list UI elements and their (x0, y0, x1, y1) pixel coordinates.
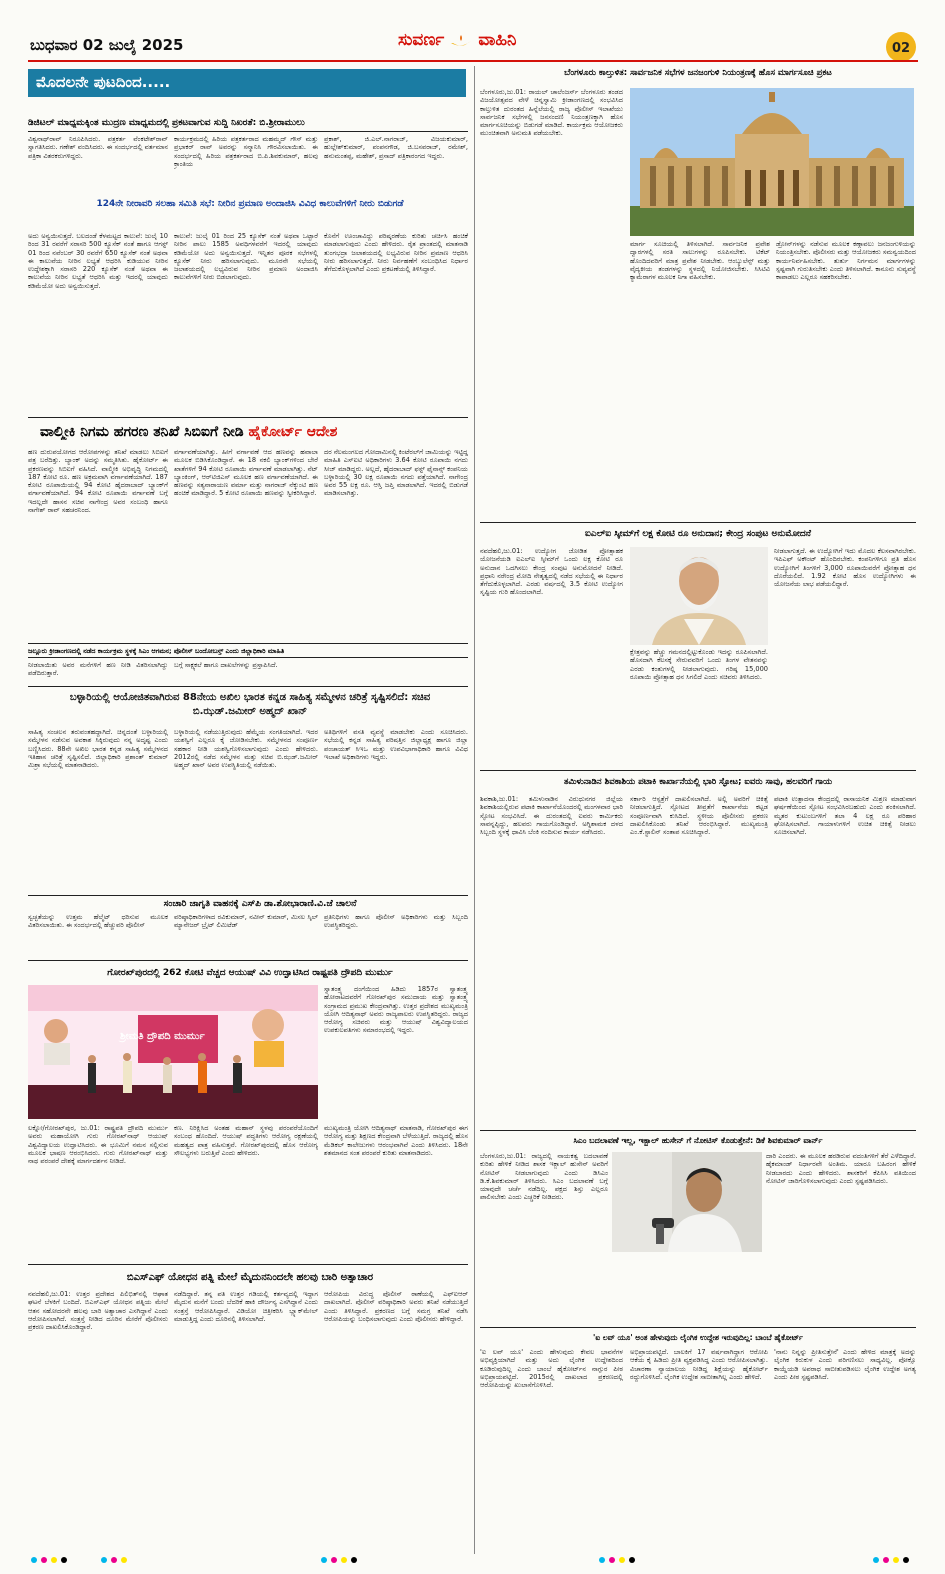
headline-a2-main: ವಾಲ್ಮೀಕಿ ನಿಗಮ ಹಗರಣ ತನಿಖೆ ಸಿಬಿಐಗೆ ನೀಡಿ (40, 424, 244, 440)
divider (480, 770, 916, 771)
article-r5-col-3: 'ನಾನು ನಿನ್ನನ್ನು ಪ್ರೀತಿಸುತ್ತೇನೆ' ಎಂದು ಹೇಳಿದ ಮಾತ್ರಕ್ಕೆ ಅದನ್ನು ಲೈಂಗಿಕ ಕಿರುಕುಳ ಎಂದು ಪರಿಗಣಿಸಲು ಸಾಧ್ಯವಿಲ್ಲ. ಪೋಕ್ಸೊ ಕಾಯ್ದೆಯಡಿ ಅಪರಾಧ ಸಾಬೀತುಪಡಿಸಲು ಲೈಂಗಿಕ ಉದ್ದೇಶ ಅಗತ್ಯ ಎಂದು ಪೀಠ ಸ್ಪಷ್ಟಪಡಿಸಿದೆ. (774, 1348, 916, 1381)
photo-ayush-university-inauguration (28, 985, 318, 1119)
article-a5-col-1: ಲಕ್ನೋ/ಗೋರಖ್‌ಪುರ, ಜು.01: ರಾಷ್ಟ್ರಪತಿ ದ್ರೌಪದಿ ಮುರ್ಮು ಅವರು ಮಹಾಯೋಗಿ ಗುರು ಗೋರಖ್‌ನಾಥ್ ಆಯುಷ್ ವಿಶ್ವವಿದ್ಯಾಲಯ ಉದ್ಘಾಟಿಸಿದರು. ಈ ಭೂಮಿಗೆ ನಮನ ಸಲ್ಲಿಸುವ ಮೂಲಕ ಭಾಷಣ ಆರಂಭಿಸಿದರು. ಗುರು ಗೋರಖ್‌ನಾಥ್ ಮತ್ತು ನಾಥ ಪರಂಪರೆ ದೇಶಕ್ಕೆ ಮಾರ್ಗದರ್ಶನ ನೀಡಿದೆ. (28, 1124, 168, 1166)
headline-a1b: 124ನೇ ನೀರಾವರಿ ಸಲಹಾ ಸಮಿತಿ ಸಭೆ: ನೀರಿನ ಪ್ರಮಾಣ ಅಂದಾಜಿಸಿ ವಿವಿಧ ಕಾಲುವೆಗಳಿಗೆ ನೀರು ಬಿಡುಗಡೆ (96, 199, 404, 209)
article-a1b-col-2: ಕಾಲುವೆ: ಜುಲೈ 01 ರಿಂದ 25 ಕ್ಯೂಸೆಕ್ ನಂತೆ ಅಥವಾ ಒಟ್ಟಾರೆ ನೀರಿನ ಪಾಲು 1585 ಅವಧಿಗಳವರೆಗೆ ಇದರಲ್ಲಿ ಯಾವುದು ಕಡಿಮೆಯೋ ಅದು ಅನ್ವಯಿಸುತ್ತದೆ. ಇನ್ನಿತರ ಪೂರಕ ಸಭೆಗಳಲ್ಲಿ ಕ್ಯೂಸೆಕ್ ನೀರು ಹರಿಸಲಾಗುವುದು. ಮೂರನೇ ಸಭೆಯಲ್ಲಿ ಜಲಾಶಯದಲ್ಲಿ ಲಭ್ಯವಿರುವ ನೀರಿನ ಪ್ರಮಾಣ ಅಂದಾಜಿಸಿ ಕಾಲುವೆಗಳಿಗೆ ನೀರು ಬಿಡಲಾಗುವುದು. (174, 232, 318, 282)
vidhana-soudha-illustration (630, 88, 914, 236)
photo-vidhana-soudha (630, 88, 914, 236)
brand-logo (398, 30, 558, 56)
article-r4-col-1: ಬೆಂಗಳೂರು,ಜು.01: ರಾಜ್ಯದಲ್ಲಿ ನಾಯಕತ್ವ ಬದಲಾವಣೆ ಕುರಿತು ಹೇಳಿಕೆ ನೀಡಿದ ಶಾಸಕ ಇಕ್ಬಾಲ್ ಹುಸೇನ್ ಅವರಿಗೆ ನೋಟಿಸ್ ನೀಡಲಾಗುವುದು ಎಂದು ಡಿಸಿಎಂ ಡಿ.ಕೆ.ಶಿವಕುಮಾರ್ ತಿಳಿಸಿದರು. ಸಿಎಂ ಬದಲಾವಣೆ ಬಗ್ಗೆ ಯಾವುದೇ ಚರ್ಚೆ ನಡೆದಿಲ್ಲ. ಪಕ್ಷದ ಶಿಸ್ತು ಎಲ್ಲರೂ ಪಾಲಿಸಬೇಕು ಎಂದು ಎಚ್ಚರಿಕೆ ನೀಡಿದರು. (480, 1152, 608, 1202)
headline-a4: ಸಂಚಾರಿ ಜಾಗೃತಿ ವಾಹನಕ್ಕೆ ಎಸ್‌ಪಿ ಡಾ.ಶೋಭಾರಾಣಿ.ವಿ.ಜೆ ಚಾಲನೆ (163, 899, 357, 909)
headline-r1: ಬೆಂಗಳೂರು ಕಾಲ್ತುಳಿತ: ಸಾರ್ವಜನಿಕ ಸಭೆಗಳ ಜನಜಂಗುಳಿ ನಿಯಂತ್ರಣಕ್ಕೆ ಹೊಸ ಮಾರ್ಗಸೂಚಿ ಪ್ರಕಟ (564, 68, 832, 78)
headline-r3: ತಮಿಳುನಾಡಿನ ಶಿವಕಾಶಿಯ ಪಟಾಕಿ ಕಾರ್ಖಾನೆಯಲ್ಲಿ ಭಾರಿ ಸ್ಫೋಟ; ಐವರು ಸಾವು, ಹಲವರಿಗೆ ಗಾಯ (563, 777, 833, 787)
article-a3-col-2: ಬಳ್ಳಾರಿಯಲ್ಲಿ ನಡೆಯುತ್ತಿರುವುದು ಹೆಮ್ಮೆಯ ಸಂಗತಿಯಾಗಿದೆ. ಇದರ ಯಶಸ್ವಿಗೆ ಎಲ್ಲರೂ ಕೈ ಜೋಡಿಸಬೇಕು. ಸಮ್ಮೇಳನದ ಸಂಪೂರ್ಣ ಸಹಕಾರ ನೀಡಿ ಯಶಸ್ವಿಗೊಳಿಸಲಾಗುವುದು ಎಂದು ಹೇಳಿದರು. 2012ರಲ್ಲಿ ನಡೆದ ಸಮ್ಮೇಳನ ಮತ್ತು ಸಚಿವ ಬಿ.ಝಡ್.ಜಮೀರ್ ಅಹ್ಮದ್ ಖಾನ್ ಅವರ ಉಪಸ್ಥಿತಿಯಲ್ಲಿ ನಡೆಯಿತು. (174, 728, 318, 770)
article-r5-col-2: ಅಭಿಪ್ರಾಯಪಟ್ಟಿದೆ. ಬಾಲಕಿಗೆ 17 ವರ್ಷವಾಗಿದ್ದಾಗ ಆರೋಪಿ ಆಕೆಯ ಕೈ ಹಿಡಿದು ಪ್ರೀತಿ ವ್ಯಕ್ತಪಡಿಸಿದ್ದ ಎಂದು ಆರೋಪಿಸಲಾಗಿತ್ತು. ವಿಚಾರಣಾ ನ್ಯಾಯಾಲಯ ನೀಡಿದ್ದ ಶಿಕ್ಷೆಯನ್ನು ಹೈಕೋರ್ಟ್ ರದ್ದುಗೊಳಿಸಿದೆ. ಲೈಂಗಿಕ ಉದ್ದೇಶ ಸಾಬೀತಾಗಿಲ್ಲ ಎಂದು ಹೇಳಿದೆ. (630, 1348, 768, 1381)
divider (480, 1327, 916, 1328)
page-column-divider (474, 66, 475, 1554)
photo-dk-shivakumar (612, 1152, 762, 1252)
article-a1b-col-1: ಅದು ಅನ್ವಯಿಸುತ್ತದೆ. ಬಲದಂಡೆ ಕೆಳಮಟ್ಟದ ಕಾಲುವೆ: ಜುಲೈ 10 ರಿಂದ 31 ರವರೆಗೆ ಸರಾಸರಿ 500 ಕ್ಯೂಸೆಕ್ ನಂತೆ ಹಾಗೂ ಆಗಸ್ಟ್ 01 ರಿಂದ ನವೆಂಬರ್ 30 ರವರೆಗೆ 650 ಕ್ಯೂಸೆಕ್ ನಂತೆ ಅಥವಾ ಈ ಕಾಲುವೆಯ ನೀರಿನ ಲಭ್ಯತೆ ಆಧರಿಸಿ ಕುಡಿಯುವ ನೀರಿನ ಉದ್ದೇಶಕ್ಕಾಗಿ ಸರಾಸರಿ 220 ಕ್ಯೂಸೆಕ್ ನಂತೆ ಅಥವಾ ಈ ಕಾಲುವೆಯ ನೀರಿನ ಲಭ್ಯತೆ ಆಧರಿಸಿ ಮತ್ತು ಇದರಲ್ಲಿ ಯಾವುದು ಕಡಿಮೆಯೋ ಅದು ಅನ್ವಯಿಸುತ್ತದೆ. (28, 232, 168, 290)
issue-date: ಬುಧವಾರ 02 ಜುಲೈ 2025 (30, 36, 184, 54)
section-title: ಮೊದಲನೇ ಪುಟದಿಂದ..... (36, 73, 171, 91)
headline-a3: ಬಳ್ಳಾರಿಯಲ್ಲಿ ಆಯೋಜಿತವಾಗಿರುವ 88ನೇಯ ಅಖಿಲ ಭಾರತ ಕನ್ನಡ ಸಾಹಿತ್ಯ ಸಮ್ಮೇಳನ ಚರಿತ್ರೆ ಸೃಷ್ಟಿಸಲಿದೆ: ಸಚಿವ ಬಿ.ಝಡ್.ಜಮೀರ್ ಅಹ್ಮದ್ ಖಾನ್ (69, 692, 431, 717)
print-registration-marks (0, 1552, 945, 1568)
article-a1-col-2: ಕಾರ್ಯಕ್ರಮದಲ್ಲಿ ಹಿರಿಯ ಪತ್ರಕರ್ತರಾದ ಮಹಮ್ಮದ್ ಗೌಸ್ ಮತ್ತು ಪ್ರಭಾಕರ್ ರಾವ್ ಅವರನ್ನು ಸನ್ಮಾನಿಸಿ ಗೌರವಿಸಲಾಯಿತು. ಈ ಸಂದರ್ಭದಲ್ಲಿ ಹಿರಿಯ ಪತ್ರಕರ್ತರಾದ ಬಿ.ಪಿ.ಶಿವಕುಮಾರ್, ಹಲವು ಕ್ರಾಂತಿಯ (174, 135, 318, 168)
article-a6-col-1: ನವದೆಹಲಿ,ಜು.01: ಉತ್ತರ ಪ್ರದೇಶದ ಪಿಲಿಭಿತ್‌ನಲ್ಲಿ ಆಘಾತ ಘಟನೆ ಬೆಳಕಿಗೆ ಬಂದಿದೆ. ಬಿಎಸ್‌ಎಫ್ ಯೋಧನ ಪತ್ನಿಯ ಮೇಲೆ ಆತನ ಸಹೋದರನೇ ಹಲವು ಬಾರಿ ಅತ್ಯಾಚಾರ ಎಸಗಿದ್ದಾನೆ ಎಂದು ಆರೋಪಿಸಲಾಗಿದೆ. ಸಂತ್ರಸ್ತೆ ನೀಡಿದ ದೂರಿನ ಮೇರೆಗೆ ಪೊಲೀಸರು ಪ್ರಕರಣ ದಾಖಲಿಸಿಕೊಂಡಿದ್ದಾರೆ. (28, 1290, 168, 1332)
article-a6-col-2: ನಡೆದಿದ್ದಾರೆ. ತನ್ನ ಪತಿ ಉತ್ತರ ಗಡಿಯಲ್ಲಿ ಕರ್ತವ್ಯದಲ್ಲಿ ಇದ್ದಾಗ ಮೈದುನ ಮನೆಗೆ ಬಂದು ಬೆದರಿಕೆ ಹಾಕಿ ದೌರ್ಜನ್ಯ ಎಸಗಿದ್ದಾನೆ ಎಂದು ಸಂತ್ರಸ್ತೆ ಆರೋಪಿಸಿದ್ದಾರೆ. ವಿಡಿಯೋ ಚಿತ್ರೀಕರಿಸಿ ಬ್ಲ್ಯಾಕ್‌ಮೇಲ್ ಮಾಡುತ್ತಿದ್ದ ಎಂದು ದೂರಿನಲ್ಲಿ ತಿಳಿಸಲಾಗಿದೆ. (174, 1290, 318, 1323)
headline-a5: ಗೋರಖ್‌ಪುರದಲ್ಲಿ 262 ಕೋಟಿ ವೆಚ್ಚದ ಆಯುಷ್ ವಿವಿ ಉದ್ಘಾಟಿಸಿದ ರಾಷ್ಟ್ರಪತಿ ದ್ರೌಪದಿ ಮುರ್ಮು (107, 968, 393, 978)
headline-a2-highlight: ಹೈಕೋರ್ಟ್ ಆದೇಶ (248, 424, 338, 440)
article-r2-col-3: ನೀಡಲಾಗುತ್ತದೆ. ಈ ಉದ್ಯೋಗಿಗೆ ಇದು ಮೊದಲ ಕೆಲಸವಾಗಿರಬೇಕು. ಇಪಿಎಫ್ ಅಕೌಂಟ್ ಹೊಂದಿರಬೇಕು. ಕಂಪನಿಗಳಿಗೂ ಪ್ರತಿ ಹೊಸ ಉದ್ಯೋಗಿಗೆ ತಿಂಗಳಿಗೆ 3,000 ರೂಪಾಯಿವರೆಗೆ ಪ್ರೋತ್ಸಾಹ ಧನ ದೊರೆಯಲಿದೆ. 1.92 ಕೋಟಿ ಹೊಸ ಉದ್ಯೋಗಿಗಳು ಈ ಯೋಜನೆಯ ಲಾಭ ಪಡೆಯಲಿದ್ದಾರೆ. (774, 547, 916, 589)
article-a3-col-3: ಅತಿಥಿಗಳಿಗೆ ವಸತಿ ವ್ಯವಸ್ಥೆ ಮಾಡಬೇಕು ಎಂದು ಸೂಚಿಸಿದರು. ಸಭೆಯಲ್ಲಿ ಕನ್ನಡ ಸಾಹಿತ್ಯ ಪರಿಷತ್ತಿನ ಜಿಲ್ಲಾಧ್ಯಕ್ಷ ಹಾಗೂ ಜಿಲ್ಲಾ ಪಂಚಾಯತ್ ಸಿಇಒ ಮತ್ತು ಉಪವಿಭಾಗಾಧಿಕಾರಿ ಹಾಗೂ ವಿವಿಧ ಇಲಾಖೆ ಅಧಿಕಾರಿಗಳು ಇದ್ದರು. (324, 728, 468, 761)
section-banner (28, 69, 466, 97)
article-r2-col-1: ನವದೆಹಲಿ,ಜು.01: ಉದ್ಯೋಗ ಜೋಡಿತ ಪ್ರೋತ್ಸಾಹಕ ಯೋಜನೆಯಡಿ ಐಎಲ್‌ಐ ಸ್ಕೀಮ್‌ಗೆ ಒಂದು ಲಕ್ಷ ಕೋಟಿ ರೂ ಅನುದಾನ ಒದಗಿಸಲು ಕೇಂದ್ರ ಸಂಪುಟ ಅನುಮೋದನೆ ನೀಡಿದೆ. ಪ್ರಧಾನಿ ನರೇಂದ್ರ ಮೋದಿ ನೇತೃತ್ವದಲ್ಲಿ ನಡೆದ ಸಭೆಯಲ್ಲಿ ಈ ನಿರ್ಧಾರ ತೆಗೆದುಕೊಳ್ಳಲಾಗಿದೆ. ಎರಡು ವರ್ಷದಲ್ಲಿ 3.5 ಕೋಟಿ ಉದ್ಯೋಗ ಸೃಷ್ಟಿಯ ಗುರಿ ಹೊಂದಲಾಗಿದೆ. (480, 547, 623, 597)
article-a5-col-2: ಕಣ. ನಿರಿಕ್ಷಿಸಿದ ಅಂತಹ ಮಹಾನ್ ಸ್ಥಳವು ಪರಂಪರೆಯೊಂದಿಗೆ ಸಂಬಂಧ ಹೊಂದಿದೆ. ಆಯುಷ್ ಪದ್ಧತಿಗಳು ಆರೋಗ್ಯ ರಕ್ಷಣೆಯಲ್ಲಿ ಮಹತ್ವದ ಪಾತ್ರ ವಹಿಸುತ್ತವೆ. ಗೋರಖ್‌ಪುರದಲ್ಲಿ ಹೊಸ ಆರೋಗ್ಯ ಸೌಲಭ್ಯಗಳು ಬರುತ್ತಿವೆ ಎಂದು ಹೇಳಿದರು. (174, 1124, 318, 1157)
headline-r4: ಸಿಎಂ ಬದಲಾವಣೆ ಇಲ್ಲ, ಇಕ್ಬಾಲ್ ಹುಸೇನ್ ಗೆ ನೋಟಿಸ್ ಕೊಡುತ್ತೇನೆ: ಡಿಕೆ ಶಿವಕುಮಾರ್ ವಾರ್ನ್ (573, 1136, 823, 1145)
article-r1-col-3: ಡ್ರೋನ್‌ಗಳನ್ನು ನಡೆಸುವ ಮೂಲಕ ಕಣ್ಗಾವಲು ಜನಜಂಗುಳಿಯನ್ನು ನಿಯಂತ್ರಿಸಬೇಕು. ಪೊಲೀಸರು ಮತ್ತು ಆಯೋಜಕರು ಸಮನ್ವಯದಿಂದ ಕಾರ್ಯನಿರ್ವಹಿಸಬೇಕು. ತುರ್ತು ನಿರ್ಗಮನ ಮಾರ್ಗಗಳನ್ನು ಸ್ಪಷ್ಟವಾಗಿ ಗುರುತಿಸಬೇಕು ಎಂದು ತಿಳಿಸಲಾಗಿದೆ. ಕಾನೂನು ಸುವ್ಯವಸ್ಥೆ ಕಾಪಾಡಲು ಎಲ್ಲರೂ ಸಹಕರಿಸಬೇಕು. (776, 240, 916, 282)
headline-r5: 'ಐ ಲವ್ ಯೂ' ಅಂತ ಹೇಳುವುದು ಲೈಂಗಿಕ ಉದ್ದೇಶ ಇರುವುದಿಲ್ಲ: ಬಾಂಬೆ ಹೈಕೋರ್ಟ್ (593, 1333, 803, 1342)
article-r3-col-1: ಶಿವಕಾಶಿ,ಜು.01: ತಮಿಳುನಾಡಿನ ವಿರುಧುನಗರ ಜಿಲ್ಲೆಯ ಶಿವಕಾಶಿಯಲ್ಲಿರುವ ಪಟಾಕಿ ಕಾರ್ಖಾನೆಯೊಂದರಲ್ಲಿ ಮಂಗಳವಾರ ಭಾರಿ ಸ್ಫೋಟ ಸಂಭವಿಸಿದೆ. ಈ ದುರಂತದಲ್ಲಿ ಐವರು ಕಾರ್ಮಿಕರು ಸಾವನ್ನಪ್ಪಿದ್ದು, ಹಲವರು ಗಾಯಗೊಂಡಿದ್ದಾರೆ. ಅಗ್ನಿಶಾಮಕ ದಳದ ಸಿಬ್ಬಂದಿ ಸ್ಥಳಕ್ಕೆ ಧಾವಿಸಿ ಬೆಂಕಿ ನಂದಿಸುವ ಕಾರ್ಯ ನಡೆಸಿದರು. (480, 795, 623, 837)
divider (28, 1264, 468, 1265)
divider (28, 657, 468, 658)
article-a4-col-3: ಪ್ರತಿನಿಧಿಗಳು ಹಾಗೂ ಪೊಲೀಸ್ ಅಧಿಕಾರಿಗಳು ಮತ್ತು ಸಿಬ್ಬಂದಿ ಉಪಸ್ಥಿತರಿದ್ದರು. (324, 913, 468, 930)
divider (28, 686, 468, 687)
divider (28, 643, 468, 644)
divider (28, 417, 468, 418)
stage-illustration (28, 985, 318, 1119)
article-a2-note: ಜಲ್ಲೂರು ಕ್ರೀಡಾಂಗಣದಲ್ಲಿ ನಡೆದ ಕಾರ್ಯಕ್ರಮ ಸ್ಥಳಕ್ಕೆ ಸಿಎಂ ಆಗಮನ; ಪೊಲೀಸ್ ಬಂದೋಬಸ್ತ್ ಎಂದು ಜಿಲ್ಲಾಧಿಕಾರಿ ಮಾಹಿತಿ (28, 647, 285, 655)
article-a2-tail-col-1: ನೀಡಲಾಯಿತು ಅವರ ಮನೆಗಳಿಗೆ ಹಣ ನೀಡಿ ವಿತರಿಸಲಾಗಿದ್ದು ಪಡೆದಿರುತ್ತಾರೆ. (28, 661, 168, 678)
article-a3-col-1: ಸಾಹಿತ್ಯ ಸಂಚಲನ ತರುವಂತಹದ್ದಾಗಿದೆ. ಚಿನ್ನದಂತೆ ಬಳ್ಳಾರಿಯಲ್ಲಿ ಸಮ್ಮೇಳನ ನಡೆಸುವ ಅವಕಾಶ ಸಿಕ್ಕಿರುವುದು ನನ್ನ ಅದೃಷ್ಟ ಎಂದು ಬಣ್ಣಿಸಿದರು. 88ನೇ ಅಖಿಲ ಭಾರತ ಕನ್ನಡ ಸಾಹಿತ್ಯ ಸಮ್ಮೇಳನದ ಇತಿಹಾಸ ಚರಿತ್ರೆ ಸೃಷ್ಟಿಸಲಿದೆ. ಜಿಲ್ಲಾಧಿಕಾರಿ ಪ್ರಶಾಂತ್ ಕುಮಾರ್ ಮಿಶ್ರಾ ಸಭೆಯಲ್ಲಿ ಮಾತನಾಡಿದರು. (28, 728, 168, 770)
article-a5-col-3: ಮುಖ್ಯಮಂತ್ರಿ ಯೋಗಿ ಆದಿತ್ಯನಾಥ್ ಮಾತನಾಡಿ, ಗೋರಖ್‌ಪುರ ಈಗ ಆರೋಗ್ಯ ಮತ್ತು ಶಿಕ್ಷಣದ ಕೇಂದ್ರವಾಗಿ ಬೆಳೆಯುತ್ತಿದೆ. ರಾಜ್ಯದಲ್ಲಿ ಹೊಸ ಮೆಡಿಕಲ್ ಕಾಲೇಜುಗಳು ಆರಂಭವಾಗಿವೆ ಎಂದು ತಿಳಿಸಿದರು. 18ನೇ ಶತಮಾನದ ಸಂತ ಪರಂಪರೆ ಕುರಿತು ಮಾತನಾಡಿದರು. (324, 1124, 468, 1157)
lamp-icon (449, 33, 473, 49)
masthead (0, 0, 945, 62)
divider (28, 895, 468, 896)
article-r4-col-2: ದಾರಿ ಎಂದರು. ಈ ಮೂಲಕ ಹರಡಿರುವ ವದಂತಿಗಳಿಗೆ ತೆರೆ ಎಳೆದಿದ್ದಾರೆ. ಹೈಕಮಾಂಡ್ ನಿರ್ಧಾರವೇ ಅಂತಿಮ. ಯಾರೂ ಬಹಿರಂಗ ಹೇಳಿಕೆ ನೀಡಬಾರದು ಎಂದು ಹೇಳಿದರು. ಶಾಸಕರಿಗೆ ಕೆಪಿಸಿಸಿ ವತಿಯಿಂದ ನೋಟಿಸ್ ಜಾರಿಗೊಳಿಸಲಾಗುವುದು ಎಂದು ಸ್ಪಷ್ಟಪಡಿಸಿದರು. (766, 1152, 916, 1185)
divider (28, 960, 468, 961)
article-r3-col-2: ಸರ್ಕಾರಿ ಆಸ್ಪತ್ರೆಗೆ ದಾಖಲಿಸಲಾಗಿದೆ. ಅಲ್ಲಿ ಅವರಿಗೆ ಚಿಕಿತ್ಸೆ ನೀಡಲಾಗುತ್ತಿದೆ. ಸ್ಫೋಟದ ತೀವ್ರತೆಗೆ ಕಾರ್ಖಾನೆಯ ಕಟ್ಟಡ ಸಂಪೂರ್ಣವಾಗಿ ಕುಸಿದಿದೆ. ಸ್ಥಳೀಯ ಪೊಲೀಸರು ಪ್ರಕರಣ ದಾಖಲಿಸಿಕೊಂಡು ತನಿಖೆ ಆರಂಭಿಸಿದ್ದಾರೆ. ಮುಖ್ಯಮಂತ್ರಿ ಎಂ.ಕೆ.ಸ್ಟಾಲಿನ್ ಸಂತಾಪ ಸೂಚಿಸಿದ್ದಾರೆ. (630, 795, 768, 837)
article-a1-col-3: ಪ್ರಕಾಶ್, ಜಿ.ಎಲ್.ನಾಗರಾಜ್, ವಿಜಯಕುಮಾರ್, ಹುಲ್ಲೇಶ್‌ಕುಮಾರ್, ಪಂಪನಗೌಡ, ಜಿ.ಬಸವರಾಜ್, ರಮೇಶ್, ಹನುಮಂತಪ್ಪ, ಮಹೇಶ್, ಪ್ರಸಾದ್ ಪತ್ರಿಕಾರಂಗದ ಇದ್ದರು. (324, 135, 468, 160)
article-a1b-col-3: ಕೊನೆಗೆ ಊಂಚಾವಿದ್ದು ಪರಿಷ್ಕರಣೆಯ ಕುರಿತು ಚರ್ಚಿಸಿ ಹಂಚಿಕೆ ಮಾಡಲಾಗುವುದು ಎಂದು ಹೇಳಿದರು. ರೈತ ಪ್ರಾಂತದಲ್ಲಿ ಮಾತನಾಡಿ ತುಂಗಭದ್ರಾ ಜಲಾಶಯದಲ್ಲಿ ಲಭ್ಯವಿರುವ ನೀರಿನ ಪ್ರಮಾಣ ಆಧರಿಸಿ ನೀರು ಹರಿಸಲಾಗುತ್ತದೆ. ನೀರು ನಿರ್ವಹಣೆಗೆ ಸಂಬಂಧಿಸಿದ ನಿರ್ಧಾರ ತೆಗೆದುಕೊಳ್ಳಲಾಗಿದೆ ಎಂದು ಪ್ರಕಟಣೆಯಲ್ಲಿ ತಿಳಿಸಿದ್ದಾರೆ. (324, 232, 468, 274)
article-r2-col-2: ಕ್ಷೇತ್ರವನ್ನು ಹೆಚ್ಚು ಗಮನದಲ್ಲಿಟ್ಟುಕೊಂಡು ಇದನ್ನು ರೂಪಿಸಲಾಗಿದೆ. ಹೊಸದಾಗಿ ಕೆಲಸಕ್ಕೆ ಸೇರುವವರಿಗೆ ಒಂದು ತಿಂಗಳ ವೇತನವನ್ನು ಎರಡು ಕಂತುಗಳಲ್ಲಿ ನೀಡಲಾಗುವುದು. ಗರಿಷ್ಠ 15,000 ರೂಪಾಯಿ ಪ್ರೋತ್ಸಾಹ ಧನ ಸಿಗಲಿದೆ ಎಂದು ಸಚಿವರು ತಿಳಿಸಿದರು. (630, 648, 768, 681)
article-a4-col-1: ಸ್ವಚ್ಛತೆಯನ್ನು ಉತ್ತಮ ಹೆಲ್ಮೆಟ್ ಧರಿಸುವ ಮೂಲಕ ವಿತರಿಸಲಾಯಿತು. ಈ ಸಂದರ್ಭದಲ್ಲಿ ಹೆಚ್ಚುವರಿ ಪೊಲೀಸ್ (28, 913, 168, 930)
photo-pm-modi (630, 547, 768, 645)
page-number-badge (886, 32, 916, 62)
article-a2-tail-col-2: ಬಗ್ಗೆ ಸಾಕ್ಷ್ಯಕಲೆ ಹಾಗೂ ದಾಖಲೆಗಳನ್ನು ಪ್ರಸ್ತಾಪಿಸಿದೆ. (174, 661, 278, 669)
headline-a6: ಬಿಎಸ್‌ಎಫ್ ಯೋಧನ ಪತ್ನಿ ಮೇಲೆ ಮೈದುನನಿಂದಲೇ ಹಲವು ಬಾರಿ ಅತ್ಯಾಚಾರ (126, 1272, 374, 1283)
registration-dots-icon (0, 1552, 945, 1568)
masthead-rule (28, 60, 918, 62)
brand-logo-right: ವಾಹಿನಿ (478, 30, 517, 50)
article-a2-col-2: ವರ್ಗಾವಣೆಯಾಗಿತ್ತು. ಹೀಗೆ ವರ್ಗಾವಣೆ ಆದ ಹಣವನ್ನು ಹವಾಲಾ ಮೂಲಕ ಬಿಡಿಸಿಕೊಂಡಿದ್ದಾರೆ. ಈ 18 ನಕಲಿ ಬ್ಯಾಂಕ್‌ಗಳಿಂದ ಬೇರೆ ಖಾತೆಗಳಿಗೆ 94 ಕೋಟಿ ರೂಪಾಯಿ ವರ್ಗಾವಣೆ ಮಾಡಲಾಗಿತ್ತು. ನೆಟ್ ಬ್ಯಾಂಕಿಂಗ್, ಆರ್‌ಟಿಜಿಎಸ್ ಮೂಲಕ ಹಣ ವರ್ಗಾವಣೆಯಾಗಿದೆ. ಈ ಹಣವನ್ನು ಸತ್ಯನಾರಾಯಣ ವರ್ಮಾ ಮತ್ತು ನಾಗರಾಜ್ ನೆಕ್ಕುಂಟಿ ಹಣ ಹಂಚಿಕೆ ಮಾಡಿದ್ದಾರೆ. 5 ಕೋಟಿ ರೂಪಾಯಿ ಹಣವನ್ನು ಸ್ವೀಕರಿಸಿದ್ದಾರೆ. (174, 448, 318, 498)
divider (480, 1130, 916, 1131)
article-a5-side: ಸ್ವಾತಂತ್ರ್ಯ ದಂಗೆಯಿಂದ ಹಿಡಿದು 1857ರ ಸ್ವಾತಂತ್ರ್ಯ ಹೋರಾಟದವರೆಗೆ ಗೋರಖ್‌ಪುರ ಸಮುದಾಯ ಮತ್ತು ಸ್ವಾತಂತ್ರ್ಯ ಸಂಗ್ರಾಮದ ಪ್ರಮುಖ ಕೇಂದ್ರವಾಗಿತ್ತು. ಉತ್ತರ ಪ್ರದೇಶದ ಮುಖ್ಯಮಂತ್ರಿ ಯೋಗಿ ಆದಿತ್ಯನಾಥ್ ಅವರು ರಾಜ್ಯಪಾಲರು ಉಪಸ್ಥಿತರಿದ್ದರು. ರಾಜ್ಯದ ಆರೋಗ್ಯ ಸಚಿವರು ಮತ್ತು ಆಯುಷ್ ವಿಶ್ವವಿದ್ಯಾಲಯದ ಉಪಕುಲಪತಿಗಳು ಸಮಾರಂಭದಲ್ಲಿ ಇದ್ದರು. (324, 985, 468, 1035)
article-a4-col-2: ವರಿಷ್ಠಾಧಿಕಾರಿಗಳಾದ ರವಿಕುಮಾರ್, ನವೀನ್ ಕುಮಾರ್, ಮಿಸಲ ಸ್ಕಿಲ್ ಮ್ಯಾನೇಜರ್ ಬ್ರೈಟ್ ಲಿಮಿಟೆಡ್ (174, 913, 318, 930)
headline-r2: ಐಎಲ್‌ಐ ಸ್ಕೀಮ್‌ಗೆ ಲಕ್ಷ ಕೋಟಿ ರೂ ಅನುದಾನ; ಕೇಂದ್ರ ಸಂಪುಟ ಅನುಮೋದನೆ (584, 529, 811, 539)
article-r1-col-2: ಮಾರ್ಗ ಸೂಚಿಯಲ್ಲಿ ತಿಳಿಸಲಾಗಿದೆ. ಸಾರ್ವಜನಿಕ ಪ್ರವೇಶ ದ್ವಾರಗಳಲ್ಲಿ ಸರತಿ ಸಾಲುಗಳನ್ನು ರೂಪಿಸಬೇಕು. ಟಿಕೆಟ್ ಹೊಂದಿದವರಿಗೆ ಮಾತ್ರ ಪ್ರವೇಶ ನೀಡಬೇಕು. ಆಂಬ್ಯುಲೆನ್ಸ್ ಮತ್ತು ವೈದ್ಯಕೀಯ ತಂಡಗಳನ್ನು ಸ್ಥಳದಲ್ಲಿ ನಿಯೋಜಿಸಬೇಕು. ಸಿಸಿಟಿವಿ ಕ್ಯಾಮೆರಾಗಳ ಮೂಲಕ ನಿಗಾ ವಹಿಸಬೇಕು. (630, 240, 770, 282)
article-a1-col-1: ವಿಶ್ವನಾಥ್‌ರಾವ್ ನಿರೂಪಿಸಿದರು. ಪತ್ರಕರ್ತ ವೆಂಕಟೇಶ್‌ರಾವ್ ಸ್ವಾಗತಿಸಿದರು. ಗಣೇಶ್ ವಂದಿಸಿದರು. ಈ ಸಂದರ್ಭದಲ್ಲಿ ವರ್ತಮಾನ ಪತ್ರಿಕಾ ವಿತರಕರುಗಳಿದ್ದರು. (28, 135, 168, 160)
article-a2-col-1: ಹಣ ದುರುಪಯೋಗದ ಆರೋಪಗಳನ್ನು ತನಿಖೆ ಮಾಡಲು ಸಿಬಿಐಗೆ ಪತ್ರ ಬರೆದಿತ್ತು. ಬ್ಯಾಂಕ್ ಅದನ್ನು ಸಮ್ಮತಿಸಿತು. ಹೈಕೋರ್ಟ್ ಈ ಪ್ರಕರಣವನ್ನು ಸಿಬಿಐಗೆ ವಹಿಸಿದೆ. ವಾಲ್ಮೀಕಿ ಅಭಿವೃದ್ಧಿ ನಿಗಮದಲ್ಲಿ 187 ಕೋಟಿ ರೂ. ಹಣ ಅಕ್ರಮವಾಗಿ ವರ್ಗಾವಣೆಯಾಗಿದೆ. 187 ಕೋಟಿ ರೂಪಾಯಿಯಲ್ಲಿ 94 ಕೋಟಿ ಹೈದರಾಬಾದ್ ಬ್ಯಾಂಕ್‌ಗೆ ವರ್ಗಾವಣೆಯಾಗಿದೆ. 94 ಕೋಟಿ ರೂಪಾಯಿ ವರ್ಗಾವಣೆ ಬಗ್ಗೆ ಇದಲ್ಲದೇ ಹಾಸನ ಸಚಿವ ನಾಗೇಂದ್ರ ಅವರ ಸಂಬಂಧಿ ಹಾಗೂ ನಾಗೇಶ್ ರಾವ್ ಸಹಚರನಿಂದ. (28, 448, 168, 515)
article-a2-col-3: ದರ ನೆಲಮಂಗಲದ ಗೋದಾಮಿನಲ್ಲಿ ಕಿಂಟೆರಲ್‌ಗೆ ಜಾಮಿಯನ್ನು ಇಟ್ಟಿದ್ದ ಮಾಹಿತಿ ಎಸ್‌ಐಟಿ ಅಧಿಕಾರಿಗಳು 3.64 ಕೋಟಿ ರೂಪಾಯಿ ನಗದು ಸೀಜ್ ಮಾಡಿದ್ದರು. ಅಲ್ಲದೆ, ಹೈದರಾಬಾದ್ ಫಸ್ಟ್ ಫೈನಾನ್ಸ್ ಕಂಪನಿಯ ಬಳ್ಳಾರಿಯಲ್ಲಿ 30 ಲಕ್ಷ ರೂಪಾಯಿ ನಗದು ಪತ್ತೆಯಾಗಿದೆ. ನಾಗೇಂದ್ರ ಅವರ 55 ಲಕ್ಷ ರೂ. ಆಸ್ತಿ ಜಪ್ತಿ ಮಾಡಲಾಗಿದೆ. ಇದರಲ್ಲಿ ಬಿಡುಗಡೆ ಮಾಡಿಸಲಾಗಿತ್ತು. (324, 448, 468, 498)
headline-a1: ಡಿಜಿಟಲ್ ಮಾಧ್ಯಮಕ್ಕಿಂತ ಮುದ್ರಣ ಮಾಧ್ಯಮದಲ್ಲಿ ಪ್ರಕಟವಾಗುವ ಸುದ್ದಿ ನಿಖರತೆ: ಬಿ.ಶ್ರೀರಾಮುಲು (28, 118, 305, 128)
headline-a2 (40, 424, 460, 440)
article-a6-col-3: ಆರೋಪಿಯ ವಿರುದ್ಧ ಪೊಲೀಸ್ ಠಾಣೆಯಲ್ಲಿ ಎಫ್‌ಐಆರ್ ದಾಖಲಾಗಿದೆ. ಪೊಲೀಸ್ ವರಿಷ್ಠಾಧಿಕಾರಿ ಅವರು ತನಿಖೆ ನಡೆಯುತ್ತಿದೆ ಎಂದು ತಿಳಿಸಿದ್ದಾರೆ. ಪ್ರಕರಣದ ಬಗ್ಗೆ ಸಮಗ್ರ ತನಿಖೆ ನಡೆಸಿ ಆರೋಪಿಯನ್ನು ಬಂಧಿಸಲಾಗುವುದು ಎಂದು ಪೊಲೀಸರು ಹೇಳಿದ್ದಾರೆ. (324, 1290, 468, 1323)
divider (480, 522, 916, 523)
portrait-illustration (630, 547, 768, 645)
divider (28, 131, 468, 132)
article-r3-col-3: ಪಟಾಕಿ ಉತ್ಪಾದನಾ ಕೇಂದ್ರದಲ್ಲಿ ರಾಸಾಯನಿಕ ಮಿಶ್ರಣ ಮಾಡುವಾಗ ಘರ್ಷಣೆಯಿಂದ ಸ್ಫೋಟ ಸಂಭವಿಸಿರಬಹುದು ಎಂದು ಶಂಕಿಸಲಾಗಿದೆ. ಮೃತರ ಕುಟುಂಬಗಳಿಗೆ ತಲಾ 4 ಲಕ್ಷ ರೂ ಪರಿಹಾರ ಘೋಷಿಸಲಾಗಿದೆ. ಗಾಯಾಳುಗಳಿಗೆ ಉಚಿತ ಚಿಕಿತ್ಸೆ ನೀಡಲು ಸೂಚಿಸಲಾಗಿದೆ. (774, 795, 916, 837)
brand-logo-left: ಸುವರ್ಣ (398, 30, 445, 50)
photo-banner-text: ಶ್ರೀಮತಿ ದ್ರೌಪದಿ ಮುರ್ಮು (120, 1031, 205, 1042)
press-meet-illustration (612, 1152, 762, 1252)
article-r5-col-1: 'ಐ ಲವ್ ಯೂ' ಎಂದು ಹೇಳುವುದು ಕೇವಲ ಭಾವನೆಗಳ ಅಭಿವ್ಯಕ್ತಿಯಾಗಿದೆ ಮತ್ತು ಅದು ಲೈಂಗಿಕ ಉದ್ದೇಶದಿಂದ ಕೂಡಿರುವುದಿಲ್ಲ ಎಂದು ಬಾಂಬೆ ಹೈಕೋರ್ಟ್‌ನ ನಾಗ್ಪುರ ಪೀಠ ಅಭಿಪ್ರಾಯಪಟ್ಟಿದೆ. 2015ರಲ್ಲಿ ದಾಖಲಾದ ಪ್ರಕರಣದಲ್ಲಿ ಆರೋಪಿಯನ್ನು ಖುಲಾಸೆಗೊಳಿಸಿದೆ. (480, 1348, 623, 1390)
article-r1-col-1: ಬೆಂಗಳೂರು,ಜು.01: ರಾಯಲ್ ಚಾಲೆಂಜರ್ಸ್ ಬೆಂಗಳೂರು ತಂಡದ ವಿಜಯೋತ್ಸವದ ವೇಳೆ ಚಿನ್ನಸ್ವಾಮಿ ಕ್ರೀಡಾಂಗಣದಲ್ಲಿ ಸಂಭವಿಸಿದ ಕಾಲ್ತುಳಿತ ದುರಂತದ ಹಿನ್ನೆಲೆಯಲ್ಲಿ ರಾಜ್ಯ ಪೊಲೀಸ್ ಇಲಾಖೆಯು ಸಾರ್ವಜನಿಕ ಸಭೆಗಳಲ್ಲಿ ಜನಸಂದಣಿ ನಿಯಂತ್ರಣಕ್ಕಾಗಿ ಹೊಸ ಮಾರ್ಗಸೂಚಿಯನ್ನು ಬಿಡುಗಡೆ ಮಾಡಿದೆ. ಕಾರ್ಯಕ್ರಮ ಆಯೋಜಕರು ಮುಂಚಿತವಾಗಿ ಅನುಮತಿ ಪಡೆಯಬೇಕು. (480, 88, 623, 138)
page-number: 02 (891, 41, 911, 56)
